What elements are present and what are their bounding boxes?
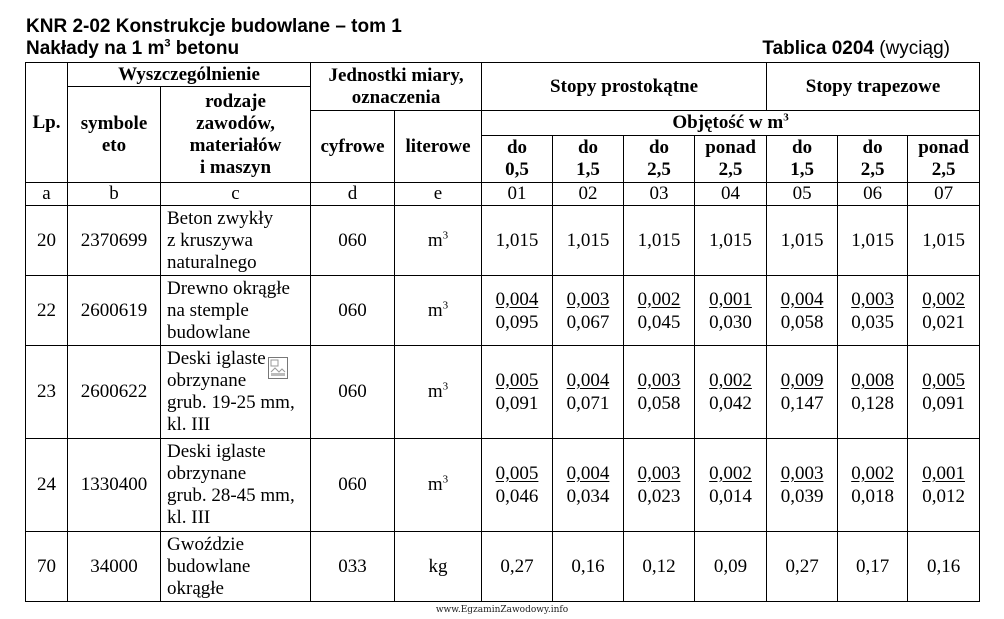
- row-lp: 20: [26, 206, 68, 276]
- row-name-line: naturalnego: [167, 251, 257, 273]
- fraction-value: [781, 288, 824, 334]
- fraction-value: [567, 288, 610, 334]
- unit-symbol: m: [427, 299, 443, 321]
- fraction-cell: [624, 346, 695, 439]
- fraction-numerator: 0,003: [637, 463, 681, 484]
- header-stopy-prostokatne: Stopy prostokątne: [482, 63, 767, 111]
- row-name-line: Beton zwykły: [167, 207, 274, 229]
- fraction-value: [851, 369, 894, 415]
- fraction-numerator: 0,008: [851, 370, 894, 391]
- row-name-line: Deski iglaste: [167, 348, 266, 369]
- fraction-cell: [908, 346, 980, 439]
- fraction-denominator: 0,071: [566, 393, 610, 414]
- row-unit-code: 060: [311, 206, 395, 276]
- fraction-denominator: 0,014: [709, 486, 752, 507]
- volume-range-value: 2,5: [647, 159, 671, 180]
- volume-range-label: do: [648, 137, 670, 158]
- row-symbol: 2370699: [68, 206, 161, 276]
- value-cell: 0,16: [553, 532, 624, 602]
- row-name-line: budowlane: [167, 555, 251, 577]
- row-lp: 70: [26, 532, 68, 602]
- header-volume-col-6: [838, 136, 908, 183]
- header-row-1: [26, 63, 980, 87]
- fraction-value: [922, 462, 965, 508]
- volume-range-value: 2,5: [860, 159, 885, 180]
- table-row: [26, 276, 980, 346]
- header-symbole: [68, 87, 161, 183]
- header-lp: Lp.: [26, 63, 68, 183]
- fraction-value: [567, 462, 610, 508]
- table-reference-number: Tablica 0204: [762, 38, 874, 59]
- header-jednostki: [311, 63, 482, 111]
- row-name: [161, 206, 311, 276]
- fraction-value: [781, 462, 824, 508]
- row-unit-code: 060: [311, 276, 395, 346]
- fraction-value: [922, 369, 965, 415]
- fraction-numerator: 0,004: [566, 370, 610, 391]
- fraction-value: [638, 288, 681, 334]
- header-volume-col-1: [482, 136, 553, 183]
- fraction-denominator: 0,018: [851, 486, 894, 507]
- header-rodzaje-line4: i maszyn: [199, 156, 272, 178]
- fraction-value: [851, 288, 894, 334]
- fraction-numerator: 0,005: [495, 463, 539, 484]
- fraction-cell: [624, 439, 695, 532]
- value-cell: 0,17: [838, 532, 908, 602]
- value-cell: 1,015: [767, 206, 838, 276]
- header-literowe: literowe: [395, 111, 482, 183]
- fraction-denominator: 0,045: [637, 311, 681, 333]
- volume-range-label: ponad: [918, 137, 969, 158]
- fraction-denominator: 0,095: [495, 311, 539, 333]
- fraction-denominator: 0,034: [566, 486, 610, 507]
- fraction-value: [496, 369, 539, 415]
- table-row: [26, 439, 980, 532]
- fraction-denominator: 0,091: [495, 393, 539, 414]
- fraction-cell: [908, 276, 980, 346]
- fraction-numerator: 0,004: [780, 288, 824, 310]
- value-cell: 1,015: [838, 206, 908, 276]
- table-reference: [762, 38, 950, 60]
- row-name-line: z kruszywa: [167, 229, 253, 251]
- fraction-cell: [624, 276, 695, 346]
- fraction-numerator: 0,003: [566, 288, 610, 310]
- row-name-line: obrzynane: [167, 463, 247, 484]
- header-volume-col-4: [695, 136, 767, 183]
- unit-superscript: 3: [442, 229, 449, 242]
- fraction-numerator: 0,001: [709, 288, 752, 310]
- norms-table: [25, 62, 980, 602]
- fraction-denominator: 0,021: [922, 311, 965, 333]
- fraction-numerator: 0,003: [780, 463, 824, 484]
- fraction-numerator: 0,003: [637, 370, 681, 391]
- row-symbol: 2600622: [68, 346, 161, 439]
- column-code: 06: [838, 183, 908, 206]
- row-unit: [395, 206, 482, 276]
- row-name: [161, 439, 311, 532]
- footer-watermark: www.EgzaminZawodowy.info: [435, 605, 569, 615]
- header-objetosc: [482, 111, 980, 136]
- fraction-denominator: 0,023: [637, 486, 681, 507]
- fraction-denominator: 0,035: [851, 311, 894, 333]
- fraction-cell: [838, 346, 908, 439]
- column-code: e: [395, 183, 482, 206]
- row-name: [161, 532, 311, 602]
- fraction-cell: [838, 276, 908, 346]
- header-cyfrowe: cyfrowe: [311, 111, 395, 183]
- value-cell: 1,015: [553, 206, 624, 276]
- value-cell: 1,015: [624, 206, 695, 276]
- header-volume-col-2: [553, 136, 624, 183]
- fraction-denominator: 0,042: [709, 393, 752, 414]
- column-code: c: [161, 183, 311, 206]
- fraction-value: [922, 288, 965, 334]
- unit-superscript: 3: [442, 380, 449, 393]
- column-code: a: [26, 183, 68, 206]
- row-name-line: grub. 19-25 mm,: [167, 392, 295, 413]
- fraction-numerator: 0,002: [709, 463, 752, 484]
- fraction-numerator: 0,003: [851, 288, 894, 310]
- fraction-denominator: 0,039: [780, 486, 824, 507]
- unit-superscript: 3: [442, 473, 449, 486]
- header-objetosc-superscript: 3: [783, 111, 789, 124]
- fraction-numerator: 0,002: [637, 288, 681, 310]
- row-name-line: Deski iglaste: [167, 441, 266, 462]
- header-symbole-line2: eto: [101, 134, 127, 156]
- fraction-cell: [838, 439, 908, 532]
- document-title: KNR 2-02 Konstrukcje budowlane – tom 1: [26, 16, 402, 37]
- row-name: [161, 346, 311, 439]
- row-name-line: obrzynane: [167, 370, 247, 391]
- header-objetosc-text: Objętość w m: [672, 112, 784, 133]
- row-lp: 24: [26, 439, 68, 532]
- missing-image-icon: [268, 357, 288, 379]
- row-name-line: okrągłe: [167, 577, 224, 599]
- fraction-value: [567, 369, 610, 415]
- table-row: [26, 532, 980, 602]
- row-unit-code: 033: [311, 532, 395, 602]
- fraction-denominator: 0,030: [709, 311, 752, 333]
- row-name-line: na stemple: [167, 299, 249, 321]
- fraction-cell: [767, 346, 838, 439]
- table-row: [26, 346, 980, 439]
- row-symbol: 34000: [68, 532, 161, 602]
- header-rodzaje-line3: materiałów: [189, 134, 282, 156]
- fraction-value: [781, 369, 824, 415]
- header-rodzaje: [161, 87, 311, 183]
- row-unit-code: 060: [311, 346, 395, 439]
- row-name: [161, 276, 311, 346]
- fraction-denominator: 0,128: [851, 393, 894, 414]
- column-code: 01: [482, 183, 553, 206]
- header-volume-col-3: [624, 136, 695, 183]
- fraction-value: [709, 288, 752, 334]
- volume-range-label: do: [862, 137, 883, 158]
- column-code: 03: [624, 183, 695, 206]
- row-unit: [395, 532, 482, 602]
- fraction-value: [638, 369, 681, 415]
- fraction-cell: [767, 276, 838, 346]
- fraction-numerator: 0,002: [922, 288, 965, 310]
- column-code: d: [311, 183, 395, 206]
- header-row-column-codes: [26, 183, 980, 206]
- header-stopy-trapezowe: Stopy trapezowe: [767, 63, 980, 111]
- fraction-numerator: 0,004: [495, 288, 539, 310]
- fraction-cell: [553, 439, 624, 532]
- row-unit-code: 060: [311, 439, 395, 532]
- fraction-denominator: 0,046: [495, 486, 539, 507]
- header-rodzaje-line1: rodzaje: [205, 90, 266, 112]
- fraction-numerator: 0,005: [922, 370, 965, 391]
- column-code: 04: [695, 183, 767, 206]
- subtitle-superscript: 3: [164, 37, 171, 50]
- fraction-numerator: 0,001: [922, 463, 965, 484]
- row-name-line: grub. 28-45 mm,: [167, 485, 295, 506]
- fraction-cell: [767, 439, 838, 532]
- header-rodzaje-line2: zawodów,: [196, 112, 275, 134]
- fraction-cell: [553, 276, 624, 346]
- column-code: 07: [908, 183, 980, 206]
- volume-range-value: 1,5: [576, 159, 600, 180]
- volume-range-value: 2,5: [718, 159, 743, 180]
- column-code: 02: [553, 183, 624, 206]
- row-unit: [395, 346, 482, 439]
- value-cell: 0,27: [767, 532, 838, 602]
- row-name-line: kl. III: [167, 414, 211, 435]
- value-cell: 1,015: [482, 206, 553, 276]
- volume-range-value: 1,5: [790, 159, 814, 180]
- unit-symbol: m: [427, 474, 443, 495]
- fraction-cell: [695, 346, 767, 439]
- fraction-cell: [482, 346, 553, 439]
- header-jednostki-line2: oznaczenia: [351, 86, 441, 108]
- fraction-numerator: 0,002: [709, 370, 752, 391]
- unit-symbol: kg: [428, 555, 448, 577]
- row-name-line: kl. III: [167, 507, 211, 528]
- fraction-numerator: 0,004: [566, 463, 610, 484]
- fraction-cell: [695, 439, 767, 532]
- row-unit: [395, 276, 482, 346]
- fraction-denominator: 0,012: [922, 486, 965, 507]
- row-name-line: Gwoździe: [167, 533, 245, 555]
- table-row: [26, 206, 980, 276]
- subtitle-text: Nakłady na 1 m: [26, 38, 165, 59]
- volume-range-label: do: [577, 137, 599, 158]
- fraction-cell: [553, 346, 624, 439]
- volume-range-label: do: [792, 137, 813, 158]
- header-wyszczegolnienie: Wyszczególnienie: [68, 63, 311, 87]
- header-volume-col-5: [767, 136, 838, 183]
- value-cell: 0,27: [482, 532, 553, 602]
- fraction-denominator: 0,091: [922, 393, 965, 414]
- volume-range-value: 2,5: [931, 159, 956, 180]
- fraction-denominator: 0,058: [637, 393, 681, 414]
- volume-range-label: do: [506, 137, 528, 158]
- row-unit: [395, 439, 482, 532]
- fraction-denominator: 0,058: [780, 311, 824, 333]
- fraction-denominator: 0,067: [566, 311, 610, 333]
- unit-symbol: m: [427, 229, 443, 251]
- row-name-line: budowlane: [167, 321, 251, 343]
- document-subtitle: [26, 38, 239, 60]
- header-volume-col-7: [908, 136, 980, 183]
- volume-range-value: 0,5: [505, 159, 529, 180]
- unit-superscript: 3: [442, 299, 449, 312]
- row-symbol: 2600619: [68, 276, 161, 346]
- header-symbole-line1: symbole: [80, 112, 148, 134]
- fraction-denominator: 0,147: [780, 393, 824, 414]
- row-lp: 22: [26, 276, 68, 346]
- header-jednostki-line1: Jednostki miary,: [328, 64, 464, 86]
- value-cell: 0,09: [695, 532, 767, 602]
- fraction-numerator: 0,005: [495, 370, 539, 391]
- fraction-value: [851, 462, 894, 508]
- fraction-value: [496, 462, 539, 508]
- subtitle-text-end: betonu: [170, 38, 240, 59]
- value-cell: 0,12: [624, 532, 695, 602]
- fraction-value: [496, 288, 539, 334]
- table-reference-note: (wyciąg): [873, 38, 950, 59]
- volume-range-label: ponad: [705, 137, 756, 158]
- row-symbol: 1330400: [68, 439, 161, 532]
- fraction-cell: [482, 276, 553, 346]
- column-code: b: [68, 183, 161, 206]
- row-name-line: Drewno okrągłe: [167, 277, 290, 299]
- row-lp: 23: [26, 346, 68, 439]
- value-cell: 1,015: [908, 206, 980, 276]
- unit-symbol: m: [427, 381, 443, 402]
- fraction-numerator: 0,002: [851, 463, 894, 484]
- fraction-value: [638, 462, 681, 508]
- fraction-cell: [482, 439, 553, 532]
- fraction-cell: [908, 439, 980, 532]
- fraction-numerator: 0,009: [780, 370, 824, 391]
- value-cell: 1,015: [695, 206, 767, 276]
- value-cell: 0,16: [908, 532, 980, 602]
- column-code: 05: [767, 183, 838, 206]
- fraction-cell: [695, 276, 767, 346]
- fraction-value: [709, 462, 752, 508]
- fraction-value: [709, 369, 752, 415]
